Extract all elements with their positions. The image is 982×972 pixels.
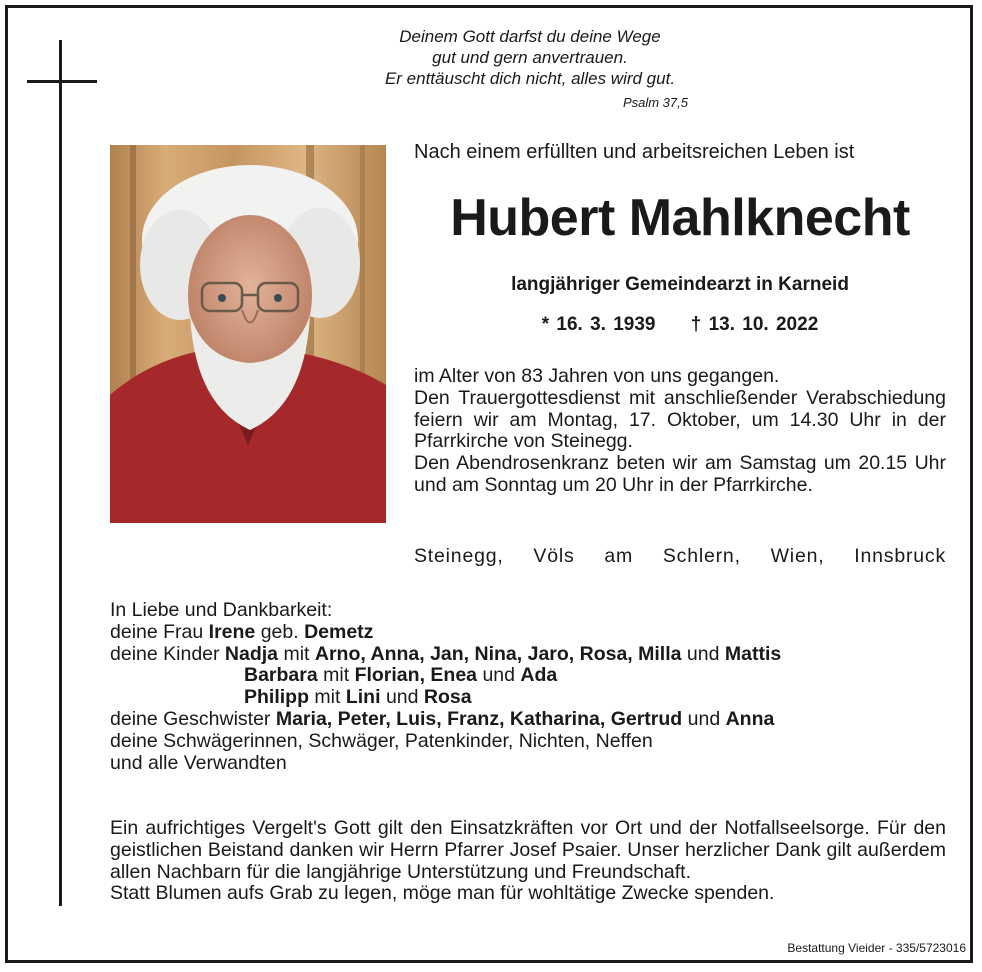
verse-line: Er enttäuscht dich nicht, alles wird gut. (384, 69, 676, 88)
funeral-home: Bestattung Vieider - 335/5723016 (787, 941, 966, 955)
cross-icon-bar (27, 80, 97, 83)
verse-line: gut und gern anvertrauen. (432, 48, 628, 67)
family-children-row: deine Kinder Nadja mit Arno, Anna, Jan, Nina, Jaro, Rosa, Milla und Mattis (110, 642, 782, 665)
family-siblings: deine Geschwister Maria, Peter, Luis, Franz, Katharina, Gertrud und Anna (110, 707, 775, 730)
announcement-line: im Alter von 83 Jahren von uns gegangen. (414, 365, 780, 387)
life-dates (414, 314, 946, 336)
verse-line: Deinem Gott darfst du deine Wege (399, 27, 661, 46)
bible-verse (300, 26, 760, 89)
family-children-row: Barbara mit Florian, Enea und Ada (244, 664, 558, 687)
deceased-name: Hubert Mahlknecht (450, 189, 910, 247)
thanks-paragraph: Ein aufrichtiges Vergelt's Gott gilt den Einsatzkräften vor Ort und der Notfallseelsorge. Für den geistlichen Beistand danken wir Herrn Pfarrer Josef Psaier. Unser herzlicher Dank gilt außerdem allen Nachbarn für die langjährige Unterstützung und Freundschaft. (110, 817, 946, 883)
deceased-role: langjähriger Gemeindearzt in Karneid (511, 274, 849, 295)
thanks-paragraph: Statt Blumen aufs Grab zu legen, möge man für wohltätige Zwecke spenden. (110, 882, 775, 905)
family-heading: In Liebe und Dankbarkeit: (110, 599, 333, 621)
family-list (110, 600, 940, 774)
family-relatives: und alle Verwandten (110, 751, 287, 774)
birth-date: * 16. 3. 1939 (541, 314, 656, 335)
family-inlaws: deine Schwägerinnen, Schwäger, Patenkinder, Nichten, Neffen (110, 729, 653, 752)
verse-reference: Psalm 37,5 (622, 95, 688, 110)
announcement-line: Den Abendrosenkranz beten wir am Samstag um 20.15 Uhr und am Sonntag um 20 Uhr in der Pfarrkirche. (414, 452, 946, 496)
death-date: † 13. 10. 2022 (690, 314, 819, 335)
thanks-text (110, 818, 946, 905)
portrait-photo (110, 145, 386, 523)
intro-text: Nach einem erfüllten und arbeitsreichen Leben ist (414, 141, 855, 163)
family-children-row: Philipp mit Lini und Rosa (244, 686, 472, 709)
announcement-text (414, 366, 946, 497)
family-wife: deine Frau Irene geb. Demetz (110, 620, 374, 643)
places-line: Steinegg, Völs am Schlern, Wien, Innsbruck (414, 545, 946, 567)
announcement-line: Den Trauergottesdienst mit anschließender Verabschiedung feiern wir am Montag, 17. Oktober, um 14.30 Uhr in der Pfarrkirche von Steinegg. (414, 386, 946, 453)
cross-icon (59, 40, 62, 906)
